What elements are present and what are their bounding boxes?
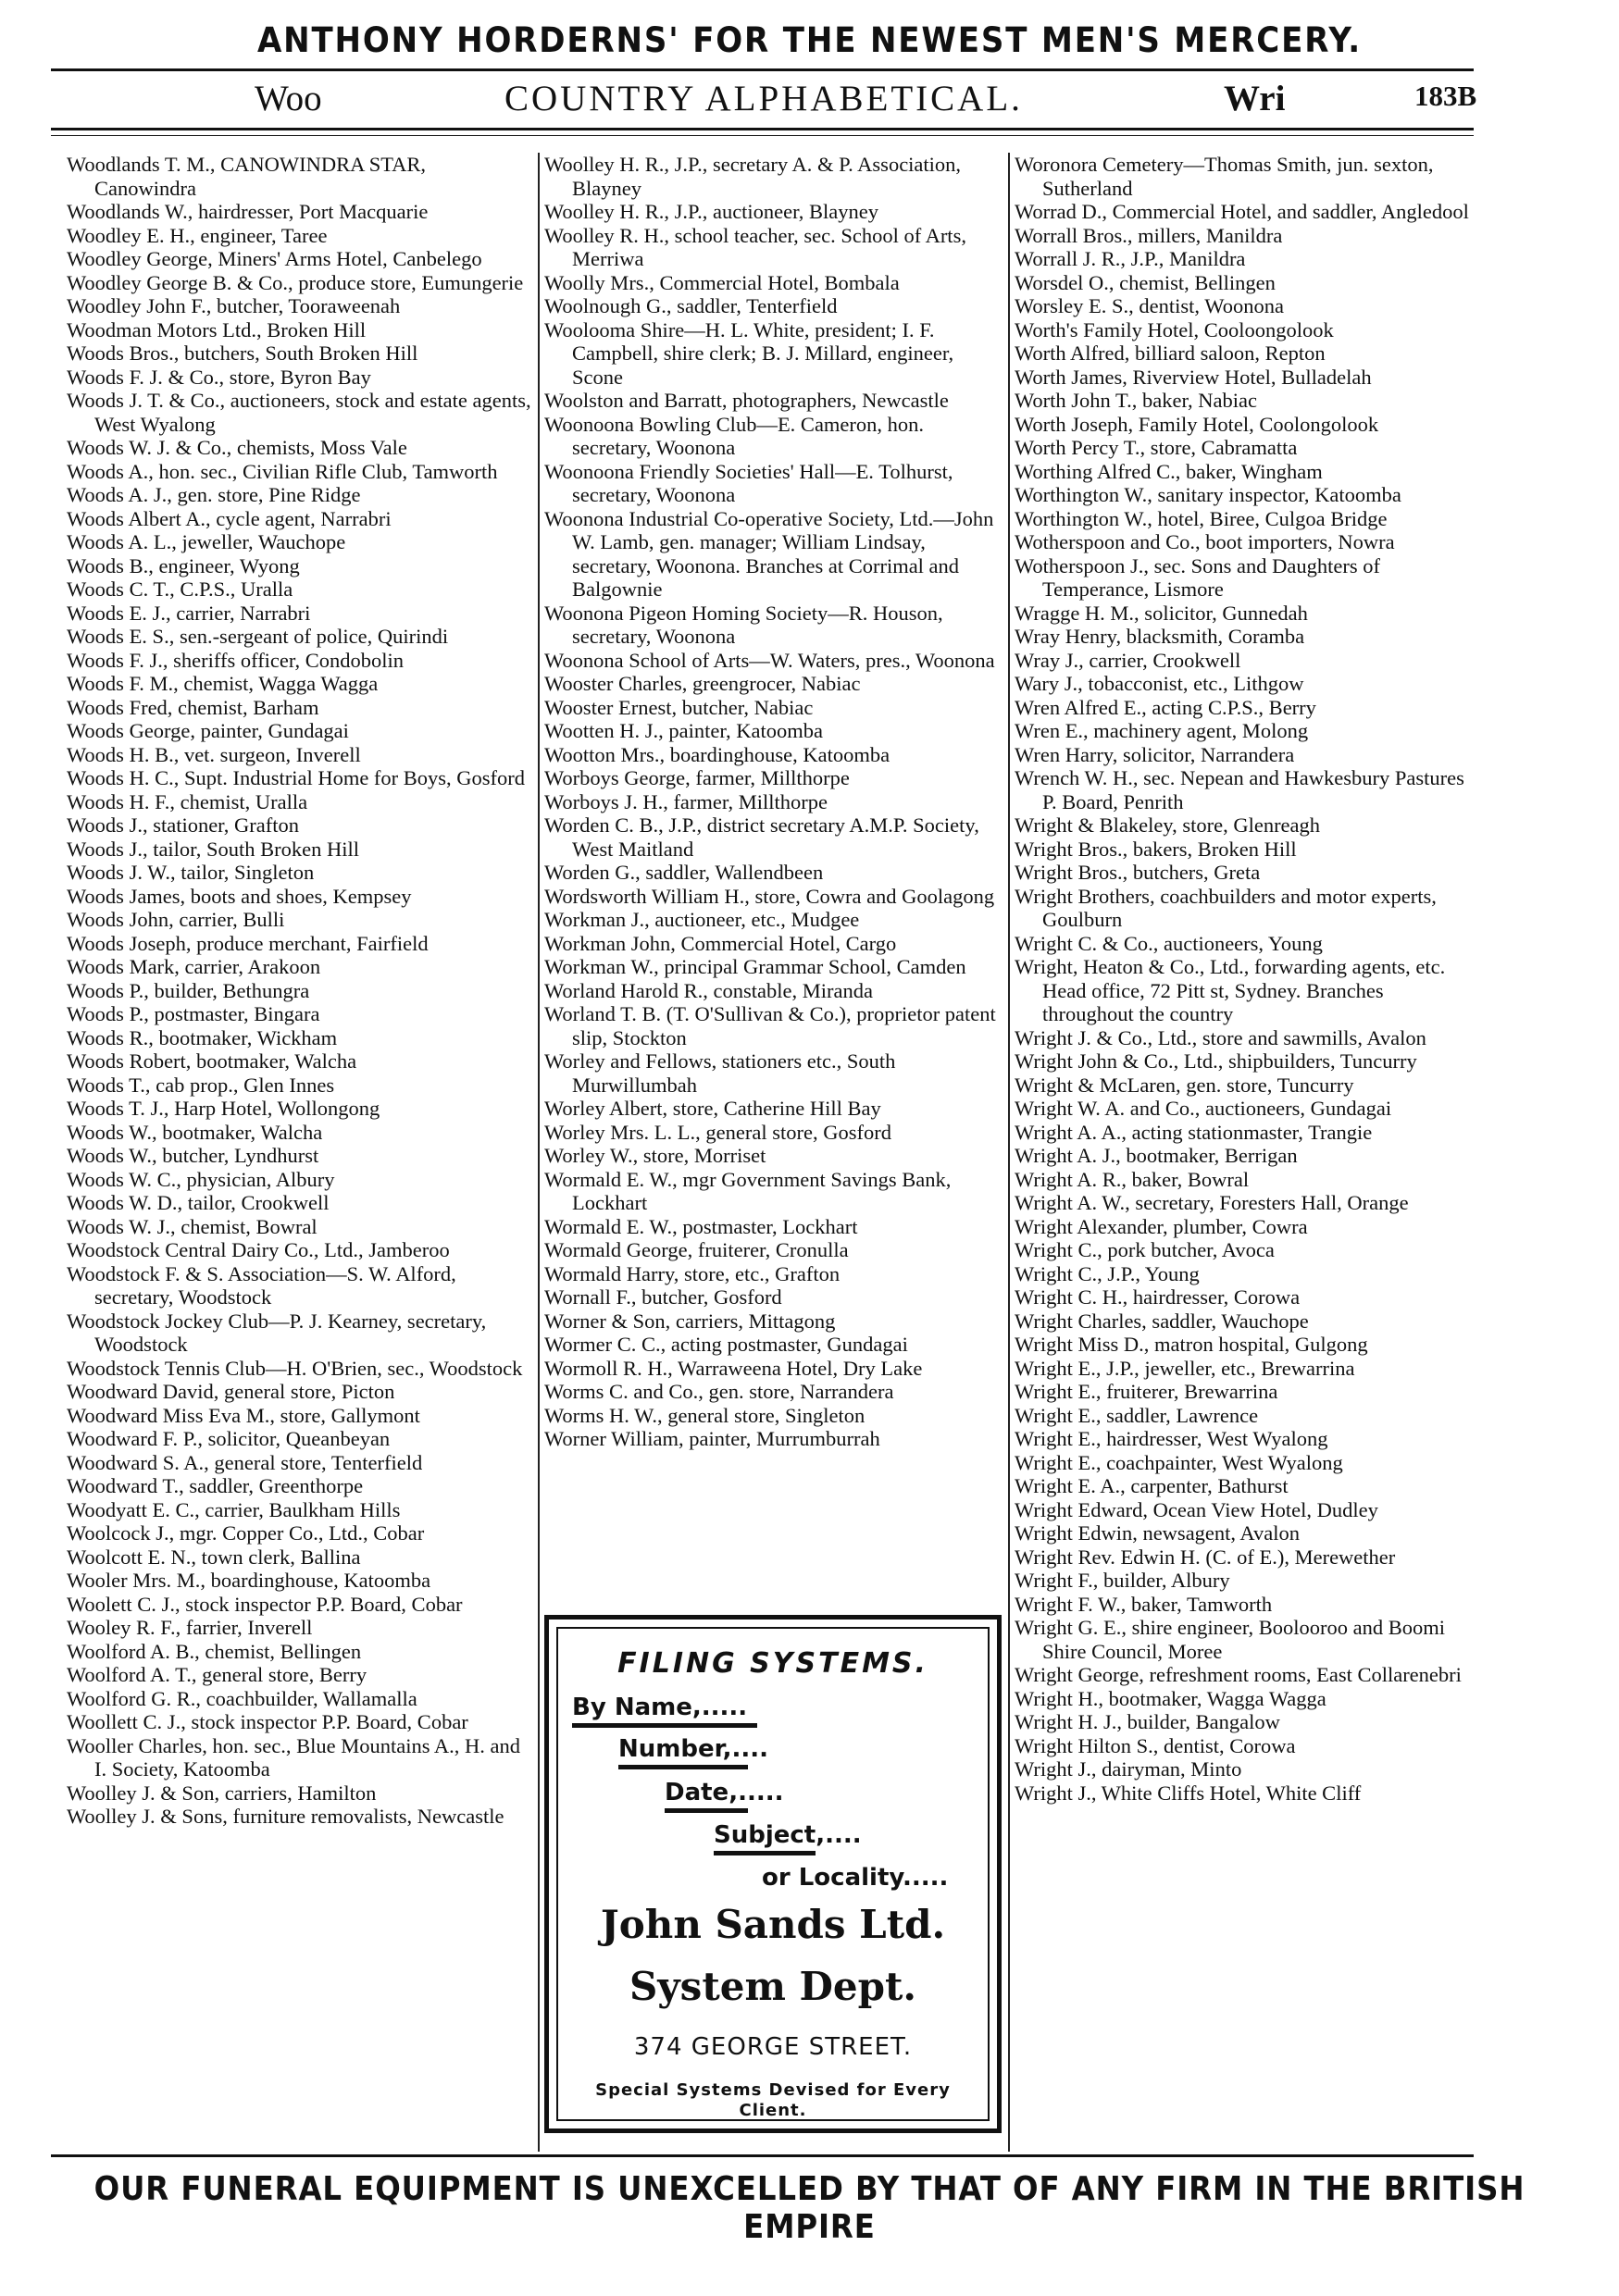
directory-entry: Woolly Mrs., Commercial Hotel, Bombala [544,270,900,294]
directory-entry: Wright Bros., bakers, Broken Hill [1015,837,1297,861]
header-title: COUNTRY ALPHABETICAL. [504,79,1023,118]
directory-entry: Wright H., bootmaker, Wagga Wagga [1015,1686,1326,1710]
directory-entry: Worrall J. R., J.P., Manildra [1015,247,1246,270]
directory-entry: Wright Alexander, plumber, Cowra [1015,1214,1308,1238]
page-header [56,72,1477,124]
directory-entry: Wright Bros., butchers, Greta [1015,861,1261,884]
directory-entry: Woolston and Barratt, photographers, Newcastle [544,389,949,412]
directory-entry: Woodstock Jockey Club—P. J. Kearney, secretary, Woodstock [67,1309,487,1356]
directory-entry: Woods A. L., jeweller, Wauchope [67,530,346,553]
directory-entry: Woodyatt E. C., carrier, Baulkham Hills [67,1497,401,1521]
directory-entry: Worthington W., sanitary inspector, Katoomba [1015,483,1401,506]
directory-entry: Woolnough G., saddler, Tenterfield [544,294,838,317]
directory-entry: Wordsworth William H., store, Cowra and Goolagong [544,884,995,908]
header-right-guide-word: Wri [1224,79,1286,118]
directory-column-3 [1015,153,1477,1805]
directory-entry: Wright & Blakeley, store, Glenreagh [1015,813,1321,837]
directory-entry: Wright Rev. Edwin H. (C. of E.), Merewether [1015,1545,1396,1569]
directory-entry: Worley Mrs. L. L., general store, Gosford [544,1120,891,1144]
directory-entry: Wright Edwin, newsagent, Avalon [1015,1521,1300,1545]
directory-entry: Woods W. J., chemist, Bowral [67,1214,318,1238]
advert-line-number: Number,.... [618,1735,768,1763]
directory-entry: Woolley J. & Sons, furniture removalists, Newcastle [67,1805,504,1828]
directory-entry: Woods T. J., Harp Hotel, Wollongong [67,1097,380,1120]
directory-entry: Worley W., store, Morriset [544,1144,766,1167]
directory-entry: Worth Alfred, billiard saloon, Repton [1015,341,1326,365]
directory-entry: Woods H. F., chemist, Uralla [67,789,308,813]
directory-entry: Wornall F., butcher, Gosford [544,1285,782,1309]
directory-entry: Worms C. and Co., gen. store, Narrandera [544,1380,894,1403]
directory-entry: Woronora Cemetery—Thomas Smith, jun. sexton, Sutherland [1015,153,1434,200]
directory-entry: Woods J., stationer, Grafton [67,813,299,837]
directory-entry: Woonoona Bowling Club—E. Cameron, hon. secretary, Woonona [544,412,925,459]
directory-entry: Workman J., auctioneer, etc., Mudgee [544,908,860,931]
directory-entry: Worrall Bros., millers, Manildra [1015,223,1283,247]
directory-entry: Woods W., butcher, Lyndhurst [67,1144,319,1167]
directory-column-1 [67,153,531,1829]
directory-entry: Woods C. T., C.P.S., Uralla [67,577,293,601]
directory-entry: Wormald E. W., postmaster, Lockhart [544,1214,858,1238]
directory-entry: Wright C. & Co., auctioneers, Young [1015,931,1323,955]
directory-entry: Woods B., engineer, Wyong [67,553,300,577]
directory-entry: Wright A. R., baker, Bowral [1015,1167,1250,1191]
directory-entry: Wright A. A., acting stationmaster, Trangie [1015,1120,1373,1144]
page-number: 183B [1414,80,1477,112]
directory-entry: Woods James, boots and shoes, Kempsey [67,884,412,908]
directory-entry: Worley and Fellows, stationers etc., South Murwillumbah [544,1049,896,1097]
directory-entry: Wright C., J.P., Young [1015,1261,1200,1285]
directory-entry: Worner William, painter, Murrumburrah [544,1427,880,1450]
directory-entry: Wright Charles, saddler, Wauchope [1015,1309,1309,1333]
directory-entry: Wooler Mrs. M., boardinghouse, Katoomba [67,1569,431,1592]
directory-entry: Wright F., builder, Albury [1015,1569,1230,1592]
directory-entry: Wright J., White Cliffs Hotel, White Cliff [1015,1781,1362,1805]
directory-entry: Worrad D., Commercial Hotel, and saddler, Angledool [1015,200,1469,223]
advert-tagline: Special Systems Devised for Every Client. [595,2080,951,2120]
directory-entry: Woods J. T. & Co., auctioneers, stock and estate agents, West Wyalong [67,389,531,436]
directory-entry: Wright C., pork butcher, Avoca [1015,1238,1275,1261]
directory-entry: Worland T. B. (T. O'Sullivan & Co.), proprietor patent slip, Stockton [544,1002,996,1049]
directory-entry: Woods W. J. & Co., chemists, Moss Vale [67,436,407,459]
bottom-banner: OUR FUNERAL EQUIPMENT IS UNEXCELLED BY THAT OF ANY FIRM IN THE BRITISH EMPIRE [93,2170,1526,2246]
column-divider-left [538,153,540,2152]
directory-entry: Woods H. B., vet. surgeon, Inverell [67,742,361,766]
advert-title: FILING SYSTEMS. [617,1647,928,1680]
advert-underline [714,1851,816,1855]
header-left-guide-word: Woo [255,79,322,118]
directory-entry: Wray Henry, blacksmith, Coramba [1015,625,1305,648]
directory-entry: Woods W. D., tailor, Crookwell [67,1191,330,1214]
directory-entry: Worland Harold R., constable, Miranda [544,978,873,1002]
directory-entry: Woods P., postmaster, Bingara [67,1002,320,1025]
directory-entry: Wotherspoon and Co., boot importers, Nowra [1015,530,1395,553]
directory-entry: Wormald Harry, store, etc., Grafton [544,1261,841,1285]
directory-entry: Worden G., saddler, Wallendbeen [544,861,824,884]
directory-column-2 [544,153,1007,1451]
directory-entry: Woonona Pigeon Homing Society—R. Houson, secretary, Woonona [544,601,943,648]
directory-entry: Wright J., dairyman, Minto [1015,1757,1242,1781]
directory-entry: Worth's Family Hotel, Cooloongolook [1015,317,1334,341]
directory-entry: Woolett C. J., stock inspector P.P. Board, Cobar [67,1592,463,1616]
directory-entry: Wright E. A., carpenter, Bathurst [1015,1474,1289,1497]
header-rule-top [51,128,1474,130]
directory-entry: Wooller Charles, hon. sec., Blue Mountains A., H. and I. Society, Katoomba [67,1733,520,1781]
directory-entry: Worth James, Riverview Hotel, Bulladelah [1015,365,1372,389]
directory-entry: Woods J. W., tailor, Singleton [67,861,315,884]
directory-entry: Woods H. C., Supt. Industrial Home for Boys, Gosford [67,766,526,789]
directory-entry: Worsley E. S., dentist, Woonona [1015,294,1284,317]
advert-line-locality: or Locality..... [762,1864,949,1892]
directory-entry: Wrench W. H., sec. Nepean and Hawkesbury Pastures P. Board, Penrith [1015,766,1464,813]
directory-entry: Wright E., hairdresser, West Wyalong [1015,1427,1328,1450]
advert-underline [572,1723,757,1728]
directory-entry: Woods P., builder, Bethungra [67,978,310,1002]
directory-entry: Wooster Charles, greengrocer, Nabiac [544,672,861,695]
advert-line-name: By Name,..... [572,1694,748,1721]
directory-entry: Woods Fred, chemist, Barham [67,695,319,719]
directory-entry: Woodman Motors Ltd., Broken Hill [67,317,367,341]
directory-entry: Woods W. C., physician, Albury [67,1167,335,1191]
directory-entry: Woods T., cab prop., Glen Innes [67,1073,335,1097]
directory-entry: Woolooma Shire—H. L. White, president; I. F. Campbell, shire clerk; B. J. Millard, engineer, Scone [544,317,954,389]
directory-entry: Woods A., hon. sec., Civilian Rifle Club, Tamworth [67,459,498,483]
directory-entry: Woods Robert, bootmaker, Walcha [67,1049,357,1073]
directory-entry: Woodward F. P., solicitor, Queanbeyan [67,1427,391,1450]
directory-entry: Woods F. J., sheriffs officer, Condobolin [67,648,405,672]
directory-entry: Worthing Alfred C., baker, Wingham [1015,459,1323,483]
directory-entry: Workman W., principal Grammar School, Camden [544,955,966,978]
directory-entry: Worboys George, farmer, Millthorpe [544,766,850,789]
directory-entry: Woolford A. T., general store, Berry [67,1663,367,1686]
column-divider-right [1008,153,1010,2152]
advert-underline [618,1765,748,1769]
directory-entry: Woolcott E. N., town clerk, Ballina [67,1545,361,1569]
directory-entry: Worth John T., baker, Nabiac [1015,389,1258,412]
directory-entry: Wright A. J., bootmaker, Berrigan [1015,1144,1298,1167]
directory-entry: Woodstock Tennis Club—H. O'Brien, sec., Woodstock [67,1356,523,1380]
directory-entry: Woods Albert A., cycle agent, Narrabri [67,506,392,530]
directory-entry: Wormald George, fruiterer, Cronulla [544,1238,849,1261]
directory-entry: Woolford G. R., coachbuilder, Wallamalla [67,1686,417,1710]
directory-entry: Woods Joseph, produce merchant, Fairfield [67,931,429,955]
directory-entry: Wren Harry, solicitor, Narrandera [1015,742,1295,766]
directory-entry: Woodward David, general store, Picton [67,1380,395,1403]
directory-entry: Woods Bros., butchers, South Broken Hill [67,341,418,365]
directory-entry: Worsdel O., chemist, Bellingen [1015,270,1276,294]
directory-entry: Woodlands W., hairdresser, Port Macquarie [67,200,429,223]
directory-entry: Worthington W., hotel, Biree, Culgoa Bridge [1015,506,1388,530]
directory-entry: Wright C. H., hairdresser, Corowa [1015,1285,1301,1309]
directory-entry: Wary J., tobacconist, etc., Lithgow [1015,672,1304,695]
directory-entry: Woodward S. A., general store, Tenterfield [67,1450,423,1474]
directory-entry: Woolley R. H., school teacher, sec. School of Arts, Merriwa [544,223,966,270]
directory-entry: Worth Percy T., store, Cabramatta [1015,436,1298,459]
top-banner: ANTHONY HORDERNS' FOR THE NEWEST MEN'S MERCERY. [256,20,1363,60]
directory-entry: Woods R., bootmaker, Wickham [67,1025,338,1049]
directory-entry: Woonona Industrial Co-operative Society, Ltd.—John W. Lamb, gen. manager; William Lindsay, secretary, Woonona. Branches at Corrimal and Balgownie [544,506,994,601]
directory-entry: Wright E., J.P., jeweller, etc., Brewarrina [1015,1356,1355,1380]
directory-entry: Wright, Heaton & Co., Ltd., forwarding agents, etc. Head office, 72 Pitt st, Sydney. Branches throughout the country [1015,955,1446,1025]
directory-entry: Woodstock F. & S. Association—S. W. Alford, secretary, Woodstock [67,1261,456,1309]
directory-entry: Workman John, Commercial Hotel, Cargo [544,931,897,955]
advert-line-subject: Subject,.... [714,1821,862,1849]
directory-entry: Wright F. W., baker, Tamworth [1015,1592,1273,1616]
directory-entry: Worboys J. H., farmer, Millthorpe [544,789,828,813]
directory-entry: Worden C. B., J.P., district secretary A.M.P. Society, West Maitland [544,813,979,861]
directory-entry: Wragge H. M., solicitor, Gunnedah [1015,601,1308,625]
directory-entry: Woodley E. H., engineer, Taree [67,223,328,247]
directory-entry: Wootten H. J., painter, Katoomba [544,719,823,742]
directory-entry: Wooley R. F., farrier, Inverell [67,1616,313,1639]
directory-entry: Wright H. J., builder, Bangalow [1015,1710,1280,1733]
directory-entry: Wright Miss D., matron hospital, Gulgong [1015,1333,1368,1356]
directory-entry: Wright E., coachpainter, West Wyalong [1015,1450,1343,1474]
directory-entry: Woods Mark, carrier, Arakoon [67,955,321,978]
directory-entry: Wright J. & Co., Ltd., store and sawmills, Avalon [1015,1025,1426,1049]
directory-entry: Wright Brothers, coachbuilders and motor experts, Goulburn [1015,884,1437,931]
directory-entry: Woolley H. R., J.P., auctioneer, Blayney [544,200,878,223]
directory-entry: Woods A. J., gen. store, Pine Ridge [67,483,361,506]
directory-entry: Wormoll R. H., Warraweena Hotel, Dry Lake [544,1356,923,1380]
directory-entry: Woods W., bootmaker, Walcha [67,1120,323,1144]
directory-entry: Woodward Miss Eva M., store, Gallymont [67,1403,420,1427]
directory-entry: Woodley George, Miners' Arms Hotel, Canbelego [67,247,482,270]
directory-entry: Woodward T., saddler, Greenthorpe [67,1474,364,1497]
directory-entry: Woods George, painter, Gundagai [67,719,349,742]
directory-entry: Woodley George B. & Co., produce store, Eumungerie [67,270,524,294]
directory-entry: Wren E., machinery agent, Molong [1015,719,1309,742]
directory-entry: Woolford A. B., chemist, Bellingen [67,1639,362,1663]
directory-entry: Wormald E. W., mgr Government Savings Bank, Lockhart [544,1167,952,1214]
directory-entry: Worner & Son, carriers, Mittagong [544,1309,836,1333]
advert-line-date: Date,..... [665,1779,784,1806]
top-rule [51,68,1474,71]
directory-entry: Wotherspoon J., sec. Sons and Daughters of Temperance, Lismore [1015,553,1381,601]
directory-entry: Wright John & Co., Ltd., shipbuilders, Tuncurry [1015,1049,1417,1073]
directory-entry: Wright & McLaren, gen. store, Tuncurry [1015,1073,1354,1097]
directory-entry: Woollett C. J., stock inspector P.P. Board, Cobar [67,1710,468,1733]
directory-entry: Woods John, carrier, Bulli [67,908,285,931]
directory-entry: Wright George, refreshment rooms, East Collarenebri [1015,1663,1462,1686]
header-rule-bottom [51,135,1474,136]
directory-entry: Wray J., carrier, Crookwell [1015,648,1241,672]
advert-department: System Dept. [629,1964,917,2009]
directory-entry: Wooster Ernest, butcher, Nabiac [544,695,814,719]
filing-systems-advert [544,1615,1002,2133]
directory-entry: Worley Albert, store, Catherine Hill Bay [544,1097,881,1120]
directory-entry: Wootton Mrs., boardinghouse, Katoomba [544,742,890,766]
directory-entry: Woods E. S., sen.-sergeant of police, Quirindi [67,625,449,648]
directory-entry: Woolley J. & Son, carriers, Hamilton [67,1781,377,1805]
directory-entry: Woonona School of Arts—W. Waters, pres., Woonona [544,648,995,672]
directory-entry: Wright G. E., shire engineer, Boolooroo and Boomi Shire Council, Moree [1015,1616,1445,1663]
directory-entry: Woolcock J., mgr. Copper Co., Ltd., Cobar [67,1521,425,1545]
bottom-rule [51,2154,1474,2157]
advert-company: John Sands Ltd. [600,1902,946,1947]
directory-entry: Woolley H. R., J.P., secretary A. & P. Association, Blayney [544,153,962,200]
directory-entry: Woods F. J. & Co., store, Byron Bay [67,365,371,389]
directory-entry: Wright Edward, Ocean View Hotel, Dudley [1015,1497,1378,1521]
directory-entry: Worms H. W., general store, Singleton [544,1403,866,1427]
advert-address: 374 GEORGE STREET. [633,2033,913,2061]
directory-entry: Woodlands T. M., CANOWINDRA STAR, Canowindra [67,153,427,200]
directory-entry: Wormer C. C., acting postmaster, Gundagai [544,1333,908,1356]
directory-entry: Worth Joseph, Family Hotel, Coolongolook [1015,412,1379,436]
directory-entry: Woods J., tailor, South Broken Hill [67,837,360,861]
directory-entry: Wright Hilton S., dentist, Corowa [1015,1733,1296,1757]
advert-underline [665,1808,748,1813]
directory-entry: Wright E., saddler, Lawrence [1015,1403,1259,1427]
directory-entry: Woods F. M., chemist, Wagga Wagga [67,672,379,695]
directory-entry: Wright A. W., secretary, Foresters Hall, Orange [1015,1191,1409,1214]
directory-entry: Wren Alfred E., acting C.P.S., Berry [1015,695,1316,719]
directory-entry: Woodley John F., butcher, Tooraweenah [67,294,401,317]
directory-entry: Wright W. A. and Co., auctioneers, Gundagai [1015,1097,1392,1120]
directory-entry: Wright E., fruiterer, Brewarrina [1015,1380,1278,1403]
directory-entry: Woonoona Friendly Societies' Hall—E. Tolhurst, secretary, Woonona [544,459,953,506]
directory-entry: Woodstock Central Dairy Co., Ltd., Jamberoo [67,1238,450,1261]
directory-entry: Woods E. J., carrier, Narrabri [67,601,311,625]
